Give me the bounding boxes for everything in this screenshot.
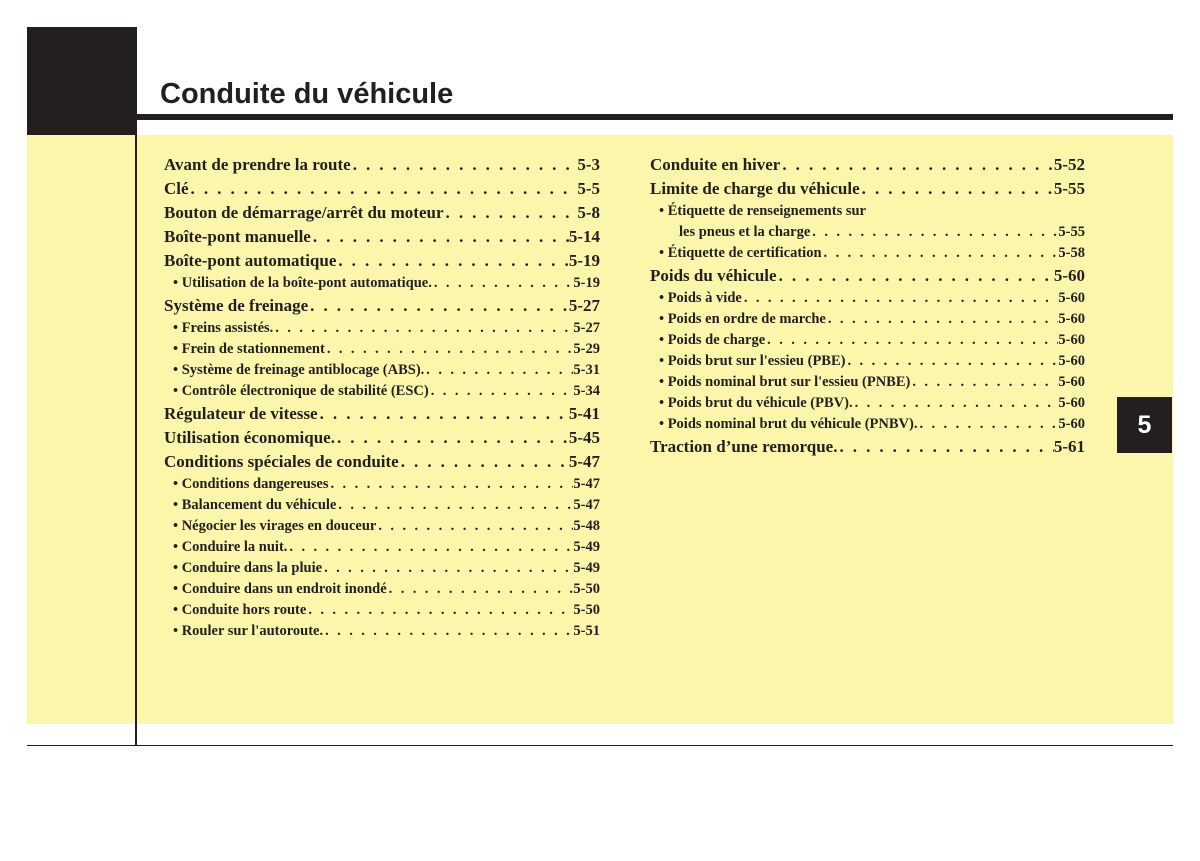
toc-entry-page: 5-47 [573, 476, 600, 492]
toc-entry-label: • Poids de charge [659, 332, 766, 348]
dot-leader [376, 516, 573, 537]
toc-entry[interactable] [650, 330, 1085, 351]
toc-entry-label: Conduite en hiver [650, 155, 781, 174]
toc-entry-page: 5-60 [1058, 374, 1085, 390]
dot-leader [308, 294, 569, 318]
dot-leader [311, 225, 569, 249]
vertical-divider [135, 27, 137, 746]
dot-leader [322, 558, 573, 579]
toc-entry-label: Utilisation économique. [164, 428, 335, 447]
toc-entry[interactable] [164, 225, 600, 249]
toc-entry-page: 5-55 [1058, 224, 1085, 240]
toc-entry-label: • Conduire dans la pluie [173, 560, 323, 576]
page-title: Conduite du véhicule [160, 78, 454, 110]
dot-leader [432, 273, 574, 294]
dot-leader [853, 393, 1059, 414]
dot-leader [189, 177, 578, 201]
toc-entry[interactable] [164, 273, 600, 294]
toc-entry-label: Boîte-pont automatique [164, 251, 337, 270]
toc-entry-page: 5-48 [573, 518, 600, 534]
toc-entry-label: • Poids brut du véhicule (PBV). [659, 395, 853, 411]
dot-leader [444, 201, 578, 225]
toc-entry-page: 5-34 [573, 383, 600, 399]
toc-entry-page: 5-49 [573, 539, 600, 555]
toc-entry-label: Système de freinage [164, 296, 309, 315]
dot-leader [323, 621, 573, 642]
toc-entry-label: Conditions spéciales de conduite [164, 452, 399, 471]
toc-entry[interactable] [164, 621, 600, 642]
toc-entry[interactable] [164, 177, 600, 201]
dot-leader [273, 318, 573, 339]
toc-entry[interactable] [164, 381, 600, 402]
toc-entry-page: 5-29 [573, 341, 600, 357]
toc-entry-page: 5-8 [577, 203, 600, 222]
toc-entry[interactable] [650, 393, 1085, 414]
toc-entry[interactable] [164, 360, 600, 381]
dot-leader [306, 600, 573, 621]
toc-entry-label: • Poids à vide [659, 290, 742, 306]
toc-entry-label: Poids du véhicule [650, 266, 777, 285]
toc-entry-page: 5-3 [577, 155, 600, 174]
toc-entry[interactable] [650, 222, 1085, 243]
toc-entry[interactable] [164, 495, 600, 516]
toc-entry-page: 5-47 [568, 452, 600, 471]
toc-entry-page: 5-60 [1058, 395, 1085, 411]
toc-entry[interactable] [164, 537, 600, 558]
toc-entry-label: • Négocier les virages en douceur [173, 518, 377, 534]
toc-column-left [164, 153, 600, 642]
toc-entry-page: 5-50 [573, 602, 600, 618]
toc-entry[interactable] [164, 153, 600, 177]
toc-entry-page: 5-60 [1053, 266, 1085, 285]
toc-entry[interactable] [650, 435, 1085, 459]
toc-entry[interactable] [164, 516, 600, 537]
toc-entry-page: 5-41 [568, 404, 600, 423]
toc-entry[interactable] [650, 243, 1085, 264]
toc-entry-page: 5-51 [573, 623, 600, 639]
toc-entry-page: 5-58 [1058, 245, 1085, 261]
dot-leader [910, 372, 1058, 393]
dot-leader [765, 330, 1058, 351]
toc-entry-label: • Conduire la nuit. [173, 539, 288, 555]
toc-entry-page: 5-47 [573, 497, 600, 513]
toc-entry-page: 5-5 [577, 179, 600, 198]
toc-entry-label: • Utilisation de la boîte-pont automatique. [173, 275, 432, 291]
toc-entry-page: 5-27 [568, 296, 600, 315]
toc-entry-page: 5-49 [573, 560, 600, 576]
dot-leader [917, 414, 1058, 435]
toc-entry[interactable] [650, 288, 1085, 309]
toc-entry[interactable] [164, 294, 600, 318]
toc-entry[interactable] [650, 264, 1085, 288]
toc-entry-label: Traction d’une remorque. [650, 437, 838, 456]
toc-entry-page: 5-19 [568, 251, 600, 270]
toc-entry-label: • Étiquette de renseignements sur [659, 203, 866, 219]
dot-leader [429, 381, 574, 402]
title-rule [136, 114, 1173, 120]
toc-entry[interactable] [650, 201, 1085, 222]
toc-entry-label: • Étiquette de certification [659, 245, 822, 261]
dot-leader [387, 579, 574, 600]
toc-entry-page: 5-45 [568, 428, 600, 447]
toc-entry-page: 5-60 [1058, 332, 1085, 348]
dot-leader [860, 177, 1054, 201]
toc-entry-page: 5-27 [573, 320, 600, 336]
toc-column-right [650, 153, 1085, 459]
dot-leader [845, 351, 1058, 372]
toc-entry-label: • Poids nominal brut du véhicule (PNBV). [659, 416, 918, 432]
toc-entry[interactable] [650, 351, 1085, 372]
dot-leader [335, 426, 569, 450]
toc-entry-label: • Poids brut sur l'essieu (PBE) [659, 353, 846, 369]
toc-entry-label: • Contrôle électronique de stabilité (ESC) [173, 383, 429, 399]
dot-leader [837, 435, 1053, 459]
dot-leader [336, 249, 568, 273]
toc-entry-page: 5-14 [568, 227, 600, 246]
toc-entry[interactable] [650, 372, 1085, 393]
toc-entry-label: Clé [164, 179, 189, 198]
toc-entry-label: • Conditions dangereuses [173, 476, 329, 492]
chapter-header-block [27, 27, 136, 135]
bottom-rule [27, 745, 1173, 746]
toc-entry-page: 5-60 [1058, 290, 1085, 306]
toc-entry-page: 5-50 [573, 581, 600, 597]
dot-leader [822, 243, 1059, 264]
toc-entry-label: • Conduire dans un endroit inondé [173, 581, 387, 597]
dot-leader [826, 309, 1059, 330]
chapter-tab[interactable]: 5 [1117, 397, 1172, 453]
toc-entry-label: Limite de charge du véhicule [650, 179, 860, 198]
toc-entry-label: • Poids en ordre de marche [659, 311, 826, 327]
dot-leader [780, 153, 1053, 177]
toc-entry-label: • Rouler sur l'autoroute. [173, 623, 324, 639]
toc-entry[interactable] [164, 318, 600, 339]
toc-entry[interactable] [164, 450, 600, 474]
dot-leader [325, 339, 574, 360]
toc-entry-label: Avant de prendre la route [164, 155, 351, 174]
toc-entry-label: • Système de freinage antiblocage (ABS). [173, 362, 425, 378]
dot-leader [287, 537, 573, 558]
dot-leader [399, 450, 569, 474]
toc-entry-label: Bouton de démarrage/arrêt du moteur [164, 203, 444, 222]
toc-entry-label: Régulateur de vitesse [164, 404, 318, 423]
toc-entry-page: 5-31 [573, 362, 600, 378]
toc-entry[interactable] [650, 414, 1085, 435]
toc-entry-page: 5-60 [1058, 353, 1085, 369]
toc-entry-label: les pneus et la charge [679, 224, 811, 240]
toc-entry-label: • Conduite hors route [173, 602, 307, 618]
toc-entry-label: Boîte-pont manuelle [164, 227, 311, 246]
toc-entry[interactable] [164, 600, 600, 621]
toc-entry[interactable] [164, 426, 600, 450]
dot-leader [351, 153, 578, 177]
toc-entry-page: 5-19 [573, 275, 600, 291]
toc-entry[interactable] [650, 153, 1085, 177]
toc-entry[interactable] [164, 558, 600, 579]
toc-entry[interactable] [164, 402, 600, 426]
toc-entry-page: 5-60 [1058, 311, 1085, 327]
dot-leader [810, 222, 1058, 243]
toc-entry[interactable] [650, 309, 1085, 330]
toc-entry-page: 5-61 [1053, 437, 1085, 456]
toc-entry[interactable] [164, 339, 600, 360]
dot-leader [328, 474, 573, 495]
dot-leader [336, 495, 573, 516]
toc-entry-label: • Frein de stationnement [173, 341, 325, 357]
toc-entry[interactable] [164, 249, 600, 273]
toc-entry[interactable] [164, 201, 600, 225]
dot-leader [318, 402, 569, 426]
toc-entry-page: 5-55 [1053, 179, 1085, 198]
toc-entry-page: 5-60 [1058, 416, 1085, 432]
toc-entry-label: • Balancement du véhicule [173, 497, 337, 513]
toc-entry-label: • Poids nominal brut sur l'essieu (PNBE) [659, 374, 911, 390]
toc-entry[interactable] [164, 474, 600, 495]
toc-entry-page: 5-52 [1053, 155, 1085, 174]
toc-entry[interactable] [164, 579, 600, 600]
toc-entry-label: • Freins assistés. [173, 320, 274, 336]
toc-entry[interactable] [650, 177, 1085, 201]
dot-leader [777, 264, 1054, 288]
dot-leader [742, 288, 1059, 309]
dot-leader [424, 360, 573, 381]
